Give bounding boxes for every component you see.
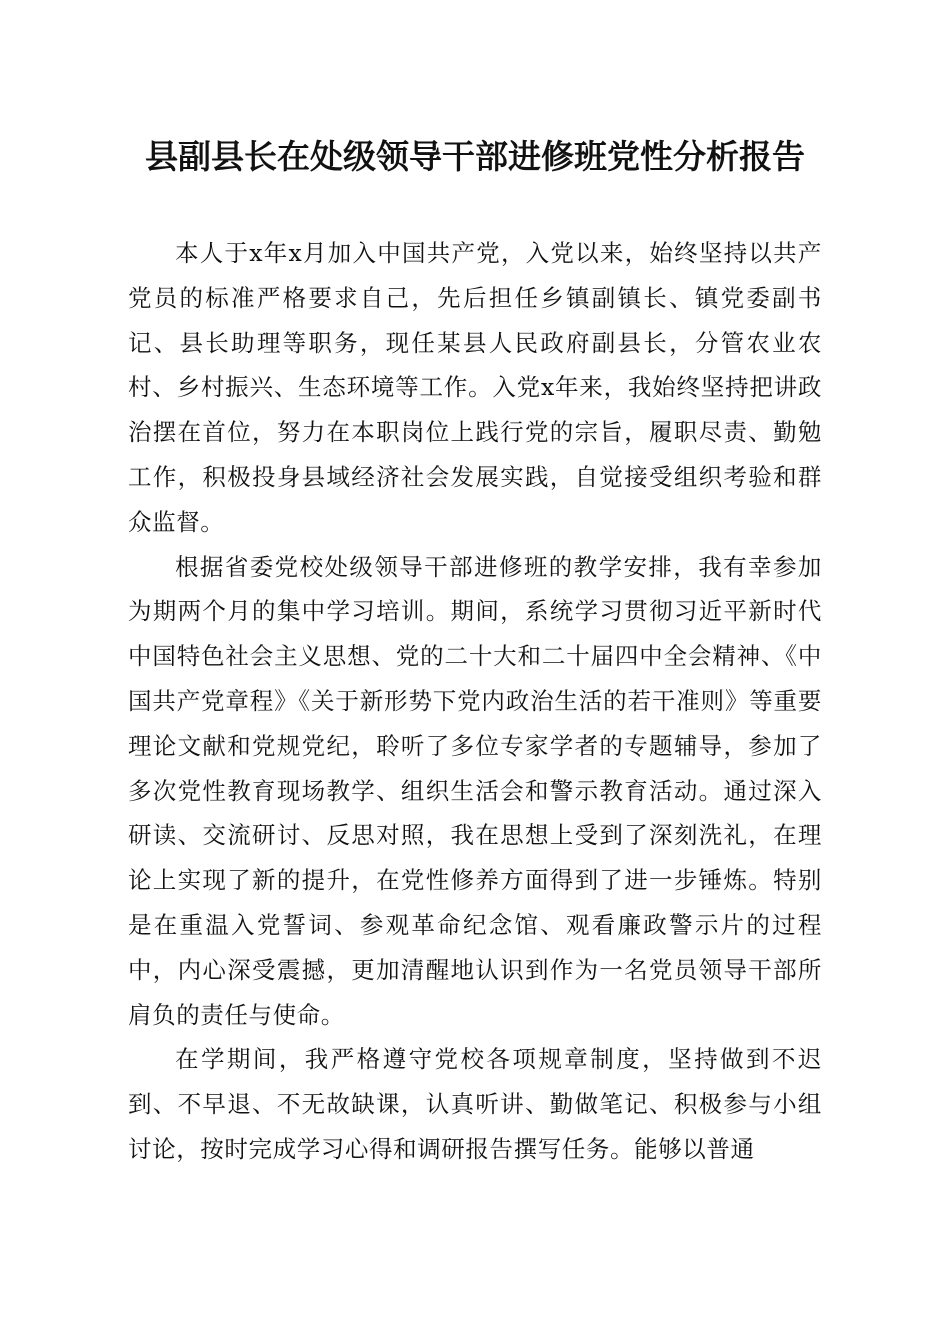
paragraph-2: 根据省委党校处级领导干部进修班的教学安排，我有幸参加为期两个月的集中学习培训。期间，系统学习贯彻习近平新时代中国特色社会主义思想、党的二十大和二十届四中全会精神、《中国共产党章程》《关于新形势下党内政治生活的若干准则》等重要理论文献和党规党纪，聆听了多位专家学者的专题辅导，参加了多次党性教育现场教学、组织生活会和警示教育活动。通过深入研读、交流研讨、反思对照，我在思想上受到了深刻洗礼，在理论上实现了新的提升，在党性修养方面得到了进一步锤炼。特别是在重温入党誓词、参观革命纪念馆、观看廉政警示片的过程中，内心深受震撼，更加清醒地认识到作为一名党员领导干部所肩负的责任与使命。 [128, 552, 822, 1029]
document-body [128, 231, 822, 1172]
document-title: 县副县长在处级领导干部进修班党性分析报告 [145, 137, 805, 176]
paragraph-3: 在学期间，我严格遵守党校各项规章制度，坚持做到不迟到、不早退、不无故缺课，认真听讲、勤做笔记、积极参与小组讨论，按时完成学习心得和调研报告撰写任务。能够以普通 [128, 1045, 822, 1163]
paragraph-1: 本人于x年x月加入中国共产党，入党以来，始终坚持以共产党员的标准严格要求自己，先后担任乡镇副镇长、镇党委副书记、县长助理等职务，现任某县人民政府副县长，分管农业农村、乡村振兴、生态环境等工作。入党x年来，我始终坚持把讲政治摆在首位，努力在本职岗位上践行党的宗旨，履职尽责、勤勉工作，积极投身县域经济社会发展实践，自觉接受组织考验和群众监督。 [128, 239, 822, 536]
